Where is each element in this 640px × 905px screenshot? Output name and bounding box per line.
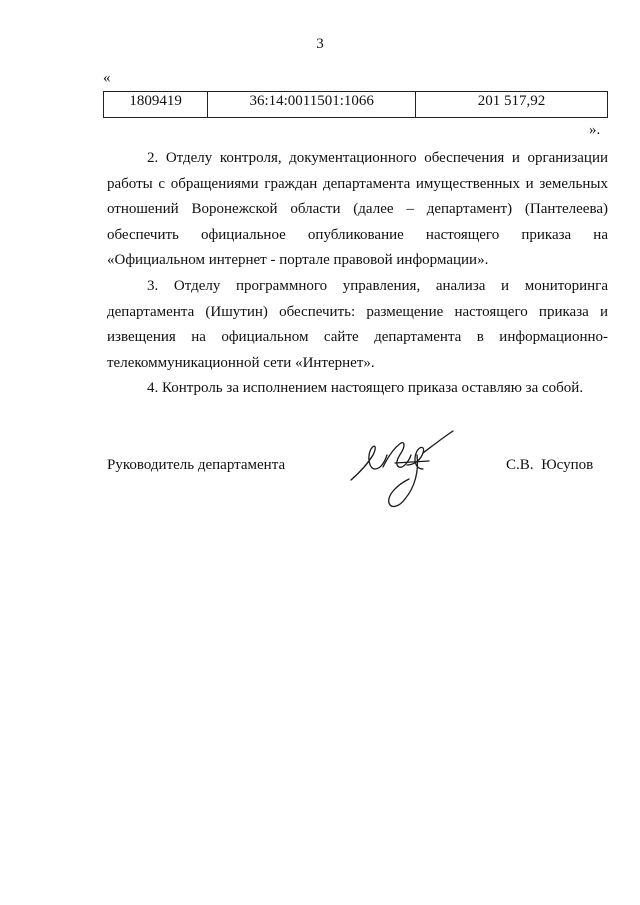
table-row [104, 92, 608, 118]
handwritten-signature [345, 425, 465, 520]
paragraph-4: 4. Контроль за исполнением настоящего приказа оставляю за собой. [147, 380, 584, 396]
table-cell-cadastral-value: 201 517,92 [416, 92, 608, 118]
paragraph-3: 3. Отделу программного управления, анализа и мониторинга департамента (Ишутин) обеспечить: размещение настоящего приказа и извещения на официальном сайте департамента в информационно-телекоммуникационной сети «Интернет». [107, 278, 608, 371]
page-number: 3 [316, 36, 324, 52]
signatory-name: С.В. Юсупов [506, 457, 594, 473]
opening-quote: « [103, 70, 111, 86]
signatory-position: Руководитель департамента [107, 457, 286, 473]
paragraph-2: 2. Отделу контроля, документационного обеспечения и организации работы с обращениями граждан департамента имущественных и земельных отношений Воронежской области (далее – департамент) (Пантелеева) обеспечить официальное опубликование настоящего приказа на «Официальном интернет - портале правовой информации». [107, 150, 608, 268]
table-cell-number: 1809419 [104, 92, 208, 118]
closing-quote: ». [589, 122, 601, 138]
cadastral-value-table [103, 91, 608, 118]
table-cell-cadastral-number: 36:14:0011501:1066 [208, 92, 416, 118]
